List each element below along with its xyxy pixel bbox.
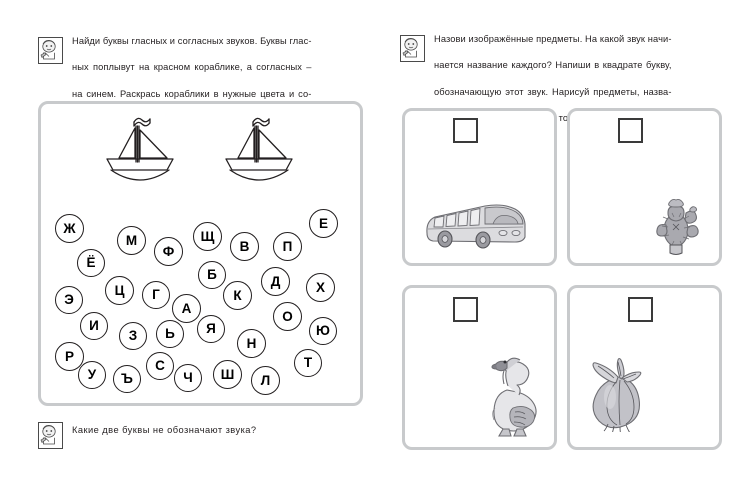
bus-picture	[423, 193, 531, 253]
panel-bus[interactable]	[402, 108, 557, 266]
letter-circle-Х[interactable]: Х	[306, 273, 335, 302]
letter-circle-О[interactable]: О	[273, 302, 302, 331]
letter-circle-Ё[interactable]: Ё	[77, 249, 105, 277]
letter-circle-Ж[interactable]: Ж	[55, 214, 84, 243]
sailboat-left[interactable]	[97, 114, 183, 186]
right-task-line-1: Назови изображённые предметы. На какой звук начи-	[434, 34, 672, 44]
letter-circle-Э[interactable]: Э	[55, 286, 83, 314]
letter-circle-З[interactable]: З	[119, 322, 147, 350]
panel-goose[interactable]	[402, 285, 557, 450]
right-task-line-2: нается название каждого? Напиши в квадрате букву,	[434, 60, 672, 71]
right-task-line-3: обозначающую этот звук. Нарисуй предметы, назва-	[434, 86, 672, 97]
kid-face-icon	[38, 422, 63, 449]
letter-circle-И[interactable]: И	[80, 312, 108, 340]
answer-letter-box[interactable]	[453, 297, 478, 322]
kid-face-icon	[400, 35, 425, 62]
letters-activity-frame	[38, 101, 363, 406]
letter-circle-К[interactable]: К	[223, 281, 252, 310]
letter-circle-П[interactable]: П	[273, 232, 302, 261]
sailboat-right[interactable]	[216, 114, 302, 186]
answer-letter-box[interactable]	[453, 118, 478, 143]
letter-circle-У[interactable]: У	[78, 361, 106, 389]
bottom-question-text: Какие две буквы не обозначают звука?	[72, 425, 257, 435]
cactus-picture	[648, 183, 710, 257]
letter-circle-Л[interactable]: Л	[251, 366, 280, 395]
onion-picture	[582, 352, 660, 432]
letter-circle-Щ[interactable]: Щ	[193, 222, 222, 251]
left-task-line-2: ных поплывут на красном кораблике, а согласных –	[72, 62, 312, 73]
letter-circle-Р[interactable]: Р	[55, 342, 84, 371]
letter-circle-Ь[interactable]: Ь	[156, 320, 184, 348]
letter-circle-Ъ[interactable]: Ъ	[113, 365, 141, 393]
kid-face-icon	[38, 37, 63, 64]
letter-circle-В[interactable]: В	[230, 232, 259, 261]
bottom-question	[38, 420, 257, 449]
letter-circle-Д[interactable]: Д	[261, 267, 290, 296]
letter-circle-Ю[interactable]: Ю	[309, 317, 337, 345]
left-task-line-3: на синем. Раскрась кораблики в нужные цвета и со-	[72, 88, 312, 99]
letter-circle-Ш[interactable]: Ш	[213, 360, 242, 389]
panel-onion[interactable]	[567, 285, 722, 450]
letter-circle-Н[interactable]: Н	[237, 329, 266, 358]
letter-circle-Ф[interactable]: Ф	[154, 237, 183, 266]
letter-circle-Ц[interactable]: Ц	[105, 276, 134, 305]
goose-picture	[477, 350, 543, 438]
letter-circle-А[interactable]: А	[172, 294, 201, 323]
letter-circle-Я[interactable]: Я	[197, 315, 225, 343]
answer-letter-box[interactable]	[618, 118, 643, 143]
letter-circle-Т[interactable]: Т	[294, 349, 322, 377]
letter-circle-Ч[interactable]: Ч	[174, 364, 202, 392]
right-task-line-4: тот	[558, 113, 573, 124]
right-column	[375, 0, 750, 494]
letter-circle-С[interactable]: С	[146, 352, 174, 380]
letter-circle-Е[interactable]: Е	[309, 209, 338, 238]
left-task-line-1: Найди буквы гласных и согласных звуков. Буквы глас-	[72, 36, 312, 46]
letter-circle-Б[interactable]: Б	[198, 261, 226, 289]
answer-letter-box[interactable]	[628, 297, 653, 322]
panel-cactus[interactable]	[567, 108, 722, 266]
letter-circle-Г[interactable]: Г	[142, 281, 170, 309]
letter-circle-М[interactable]: М	[117, 226, 146, 255]
